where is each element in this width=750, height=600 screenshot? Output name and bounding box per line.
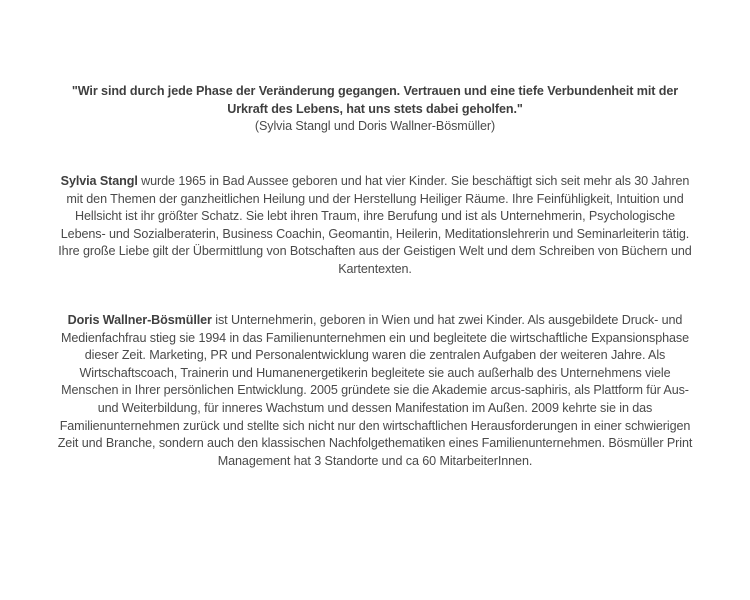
- bio-text: ist Unternehmerin, geboren in Wien und hat zwei Kinder. Als ausgebildete Druck- und Medienfachfrau stieg sie 1994 in das Familienunternehmen ein und begleitete die wirtschaftliche Expansionsphase dieser Zeit. Marketing, PR und Personalentwicklung waren die zentralen Aufgaben der weiteren Jahre. Als Wirtschaftscoach, Trainerin und Humanenergetikerin begleitete sie auch außerhalb des Unternehmens viele Menschen in Ihrer persönlichen Entwicklung. 2005 gründete sie die Akademie arcus-saphiris, als Plattform für Aus- und Weiterbildung, für inneres Wachstum und dessen Manifestation im Außen. 2009 kehrte sie in das Familienunternehmen zurück und stellte sich nicht nur den wirtschaftlichen Herausforderungen in einer schwierigen Zeit und Branche, sondern auch den klassischen Nachfolgethematiken eines Familienunternehmen. Bösmüller Print Management hat 3 Standorte und ca 60 MitarbeiterInnen.: [57, 313, 693, 468]
- bio-text: wurde 1965 in Bad Aussee geboren und hat vier Kinder. Sie beschäftigt sich seit mehr als 30 Jahren mit den Themen der ganzheitlichen Heilung und der Herstellung Heiliger Räume. Ihre Feinfühligkeit, Intuition und Hellsicht ist ihr größter Schatz. Sie lebt ihren Traum, ihre Berufung und ist als Unternehmerin, Psychologische Lebens- und Sozialberaterin, Business Coachin, Geomantin, Heilerin, Meditationslehrerin und Seminarleiterin tätig. Ihre große Liebe gilt der Übermittlung von Botschaften aus der Geistigen Welt und dem Schreiben von Büchern und Kartentexten.: [58, 174, 692, 276]
- quote-text: "Wir sind durch jede Phase der Veränderung gegangen. Vertrauen und eine tiefe Verbundenheit mit der Urkraft des Lebens, hat uns stets dabei geholfen.": [71, 84, 679, 116]
- bio-paragraph: [50, 312, 700, 470]
- quote-section: [0, 83, 750, 136]
- bio-doris-wallner-bosmueller: [0, 312, 750, 470]
- quote-author: (Sylvia Stangl und Doris Wallner-Bösmüller): [254, 119, 496, 134]
- bio-name: Sylvia Stangl: [60, 174, 138, 188]
- bio-name: Doris Wallner-Bösmüller: [67, 313, 212, 327]
- bio-sylvia-stangl: [0, 173, 750, 279]
- bio-paragraph: [55, 173, 695, 279]
